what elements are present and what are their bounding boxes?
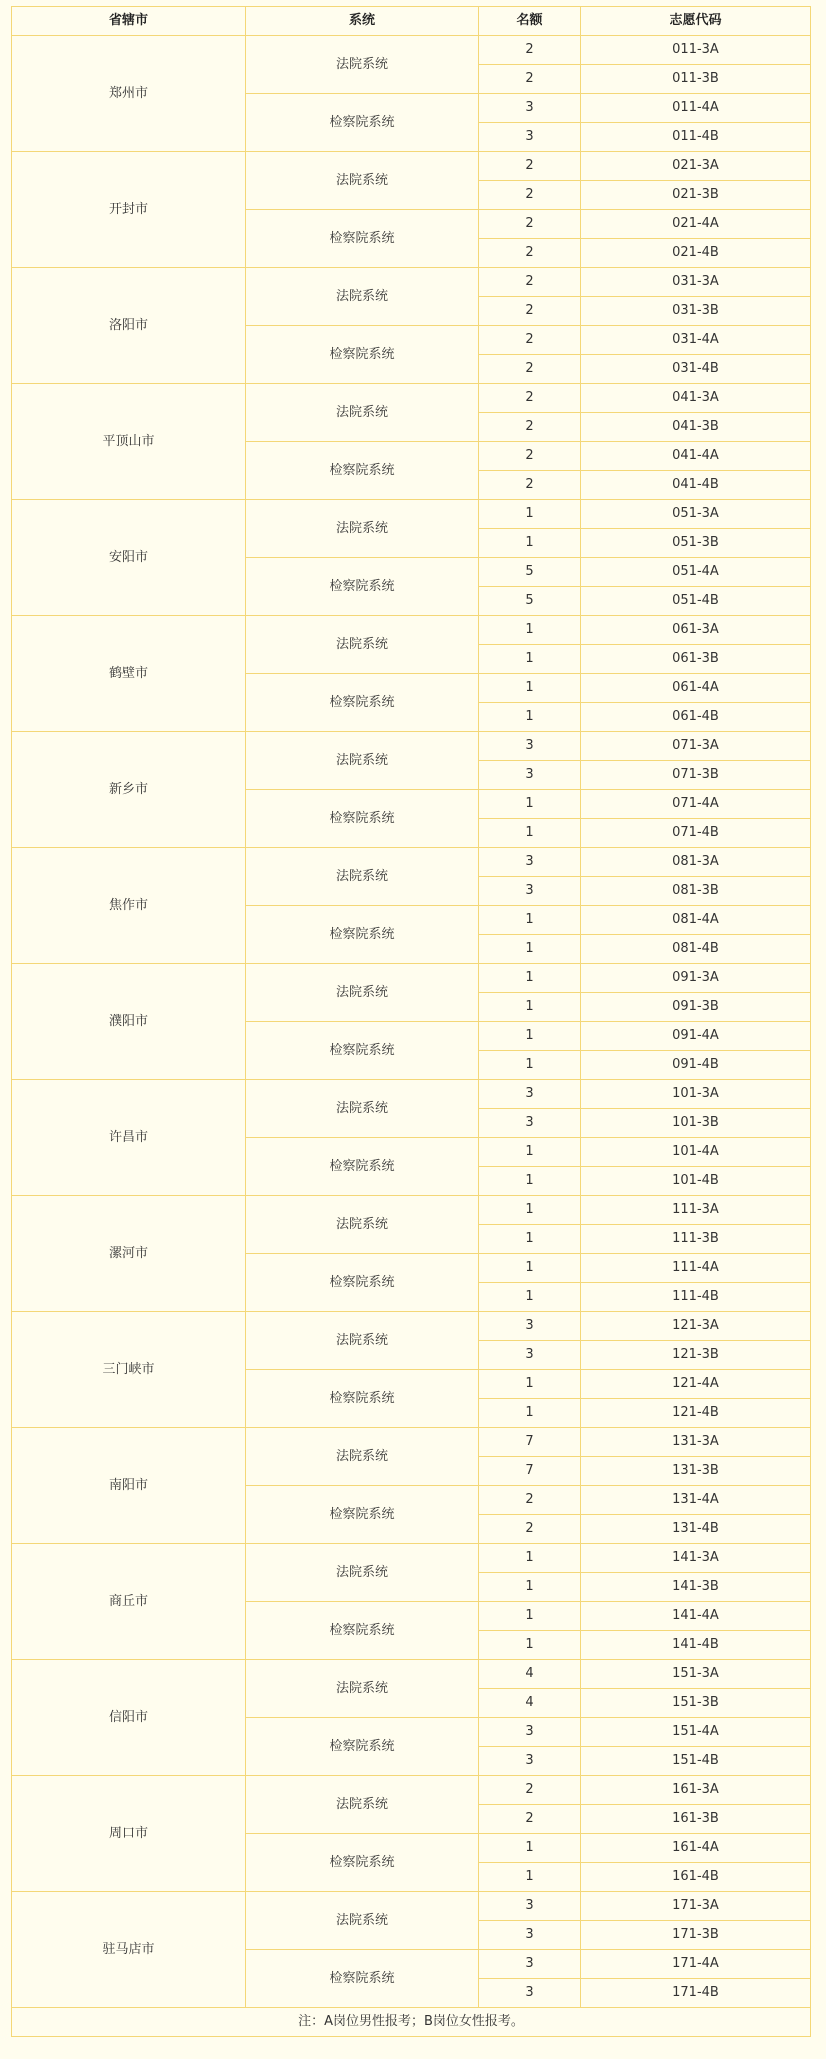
code-cell: 161-4A: [581, 1834, 811, 1863]
header-quota: 名额: [479, 7, 581, 36]
quota-cell: 3: [479, 761, 581, 790]
quota-cell: 2: [479, 384, 581, 413]
court-system-cell: 法院系统: [246, 1660, 479, 1718]
quota-cell: 7: [479, 1457, 581, 1486]
table-row: [12, 268, 811, 297]
code-cell: 141-4B: [581, 1631, 811, 1660]
code-cell: 031-3B: [581, 297, 811, 326]
code-cell: 021-4A: [581, 210, 811, 239]
procuratorate-system-cell: 检察院系统: [246, 94, 479, 152]
court-system-cell: 法院系统: [246, 500, 479, 558]
court-system-cell: 法院系统: [246, 1428, 479, 1486]
quota-cell: 1: [479, 1834, 581, 1863]
table-row: [12, 1776, 811, 1805]
code-cell: 131-4B: [581, 1515, 811, 1544]
court-system-cell: 法院系统: [246, 1892, 479, 1950]
court-system-cell: 法院系统: [246, 616, 479, 674]
code-cell: 081-4B: [581, 935, 811, 964]
quota-cell: 3: [479, 1892, 581, 1921]
code-cell: 121-4A: [581, 1370, 811, 1399]
quota-cell: 1: [479, 703, 581, 732]
court-system-cell: 法院系统: [246, 268, 479, 326]
table-row: [12, 1428, 811, 1457]
quota-cell: 4: [479, 1689, 581, 1718]
procuratorate-system-cell: 检察院系统: [246, 1138, 479, 1196]
code-cell: 051-4B: [581, 587, 811, 616]
code-cell: 091-3A: [581, 964, 811, 993]
code-cell: 111-4A: [581, 1254, 811, 1283]
code-cell: 141-3A: [581, 1544, 811, 1573]
note-text: 注：A岗位男性报考；B岗位女性报考。: [12, 2008, 811, 2037]
quota-cell: 1: [479, 964, 581, 993]
table-row: [12, 848, 811, 877]
quota-cell: 2: [479, 1486, 581, 1515]
quota-cell: 1: [479, 1283, 581, 1312]
quota-cell: 3: [479, 1979, 581, 2008]
city-cell: 三门峡市: [12, 1312, 246, 1428]
quota-cell: 2: [479, 36, 581, 65]
code-cell: 131-3A: [581, 1428, 811, 1457]
quota-cell: 1: [479, 1225, 581, 1254]
table-row: [12, 732, 811, 761]
court-system-cell: 法院系统: [246, 732, 479, 790]
quota-cell: 1: [479, 993, 581, 1022]
quota-cell: 2: [479, 1776, 581, 1805]
code-cell: 071-3A: [581, 732, 811, 761]
quota-cell: 3: [479, 1950, 581, 1979]
city-cell: 开封市: [12, 152, 246, 268]
quota-cell: 1: [479, 819, 581, 848]
quota-cell: 1: [479, 1370, 581, 1399]
code-cell: 051-3A: [581, 500, 811, 529]
quota-cell: 2: [479, 355, 581, 384]
table-row: [12, 964, 811, 993]
quota-cell: 1: [479, 529, 581, 558]
quota-cell: 2: [479, 65, 581, 94]
procuratorate-system-cell: 检察院系统: [246, 1718, 479, 1776]
table-body: [12, 36, 811, 2008]
quota-cell: 2: [479, 1515, 581, 1544]
code-cell: 041-3A: [581, 384, 811, 413]
code-cell: 081-4A: [581, 906, 811, 935]
code-cell: 151-4A: [581, 1718, 811, 1747]
code-cell: 061-3B: [581, 645, 811, 674]
city-cell: 许昌市: [12, 1080, 246, 1196]
table-row: [12, 1196, 811, 1225]
code-cell: 111-4B: [581, 1283, 811, 1312]
procuratorate-system-cell: 检察院系统: [246, 1486, 479, 1544]
city-cell: 濮阳市: [12, 964, 246, 1080]
quota-cell: 3: [479, 1341, 581, 1370]
city-cell: 平顶山市: [12, 384, 246, 500]
quota-cell: 3: [479, 1718, 581, 1747]
city-cell: 郑州市: [12, 36, 246, 152]
code-cell: 041-4A: [581, 442, 811, 471]
header-system: 系统: [246, 7, 479, 36]
table-row: [12, 1892, 811, 1921]
code-cell: 161-3A: [581, 1776, 811, 1805]
code-cell: 161-4B: [581, 1863, 811, 1892]
quota-cell: 2: [479, 297, 581, 326]
procuratorate-system-cell: 检察院系统: [246, 210, 479, 268]
code-cell: 151-4B: [581, 1747, 811, 1776]
quota-cell: 1: [479, 1051, 581, 1080]
code-cell: 031-4A: [581, 326, 811, 355]
court-system-cell: 法院系统: [246, 1080, 479, 1138]
quota-cell: 2: [479, 413, 581, 442]
quota-cell: 1: [479, 790, 581, 819]
note-row: [12, 2008, 811, 2037]
quota-cell: 3: [479, 848, 581, 877]
quota-cell: 1: [479, 935, 581, 964]
quota-cell: 1: [479, 1254, 581, 1283]
quota-cell: 2: [479, 326, 581, 355]
code-cell: 101-3B: [581, 1109, 811, 1138]
table-row: [12, 152, 811, 181]
table-row: [12, 616, 811, 645]
code-cell: 101-4A: [581, 1138, 811, 1167]
procuratorate-system-cell: 检察院系统: [246, 1022, 479, 1080]
quota-cell: 1: [479, 500, 581, 529]
court-system-cell: 法院系统: [246, 1544, 479, 1602]
code-cell: 031-3A: [581, 268, 811, 297]
quota-cell: 3: [479, 1312, 581, 1341]
procuratorate-system-cell: 检察院系统: [246, 1834, 479, 1892]
quota-cell: 1: [479, 1573, 581, 1602]
code-cell: 091-4A: [581, 1022, 811, 1051]
quota-cell: 2: [479, 1805, 581, 1834]
procuratorate-system-cell: 检察院系统: [246, 674, 479, 732]
code-cell: 161-3B: [581, 1805, 811, 1834]
procuratorate-system-cell: 检察院系统: [246, 790, 479, 848]
code-cell: 061-3A: [581, 616, 811, 645]
code-cell: 141-4A: [581, 1602, 811, 1631]
table-row: [12, 500, 811, 529]
procuratorate-system-cell: 检察院系统: [246, 558, 479, 616]
quota-cell: 4: [479, 1660, 581, 1689]
code-cell: 021-3B: [581, 181, 811, 210]
procuratorate-system-cell: 检察院系统: [246, 1370, 479, 1428]
quota-table: [11, 6, 811, 2037]
quota-cell: 7: [479, 1428, 581, 1457]
procuratorate-system-cell: 检察院系统: [246, 1254, 479, 1312]
quota-cell: 3: [479, 1080, 581, 1109]
quota-cell: 3: [479, 877, 581, 906]
quota-cell: 5: [479, 587, 581, 616]
code-cell: 021-3A: [581, 152, 811, 181]
quota-cell: 3: [479, 94, 581, 123]
quota-cell: 1: [479, 1544, 581, 1573]
table-row: [12, 384, 811, 413]
court-system-cell: 法院系统: [246, 1312, 479, 1370]
code-cell: 151-3B: [581, 1689, 811, 1718]
quota-cell: 1: [479, 906, 581, 935]
quota-cell: 1: [479, 616, 581, 645]
code-cell: 171-4A: [581, 1950, 811, 1979]
code-cell: 171-3B: [581, 1921, 811, 1950]
quota-cell: 3: [479, 732, 581, 761]
quota-cell: 3: [479, 1747, 581, 1776]
code-cell: 121-3B: [581, 1341, 811, 1370]
code-cell: 041-4B: [581, 471, 811, 500]
procuratorate-system-cell: 检察院系统: [246, 1950, 479, 2008]
quota-cell: 3: [479, 1109, 581, 1138]
quota-cell: 3: [479, 123, 581, 152]
code-cell: 121-3A: [581, 1312, 811, 1341]
city-cell: 漯河市: [12, 1196, 246, 1312]
table-row: [12, 1312, 811, 1341]
code-cell: 091-3B: [581, 993, 811, 1022]
city-cell: 安阳市: [12, 500, 246, 616]
code-cell: 061-4B: [581, 703, 811, 732]
code-cell: 071-4A: [581, 790, 811, 819]
code-cell: 051-4A: [581, 558, 811, 587]
table-row: [12, 1544, 811, 1573]
code-cell: 091-4B: [581, 1051, 811, 1080]
code-cell: 111-3B: [581, 1225, 811, 1254]
quota-cell: 3: [479, 1921, 581, 1950]
header-row: [12, 7, 811, 36]
code-cell: 081-3A: [581, 848, 811, 877]
code-cell: 011-4A: [581, 94, 811, 123]
code-cell: 171-3A: [581, 1892, 811, 1921]
quota-cell: 2: [479, 471, 581, 500]
court-system-cell: 法院系统: [246, 1196, 479, 1254]
code-cell: 101-3A: [581, 1080, 811, 1109]
procuratorate-system-cell: 检察院系统: [246, 906, 479, 964]
code-cell: 061-4A: [581, 674, 811, 703]
quota-cell: 1: [479, 1022, 581, 1051]
code-cell: 101-4B: [581, 1167, 811, 1196]
quota-cell: 1: [479, 1196, 581, 1225]
header-code: 志愿代码: [581, 7, 811, 36]
quota-cell: 2: [479, 152, 581, 181]
code-cell: 081-3B: [581, 877, 811, 906]
city-cell: 新乡市: [12, 732, 246, 848]
city-cell: 焦作市: [12, 848, 246, 964]
quota-cell: 1: [479, 1167, 581, 1196]
table-row: [12, 36, 811, 65]
code-cell: 151-3A: [581, 1660, 811, 1689]
quota-cell: 2: [479, 210, 581, 239]
city-cell: 周口市: [12, 1776, 246, 1892]
table-row: [12, 1080, 811, 1109]
code-cell: 011-4B: [581, 123, 811, 152]
court-system-cell: 法院系统: [246, 36, 479, 94]
city-cell: 南阳市: [12, 1428, 246, 1544]
quota-cell: 2: [479, 268, 581, 297]
city-cell: 信阳市: [12, 1660, 246, 1776]
code-cell: 071-3B: [581, 761, 811, 790]
code-cell: 111-3A: [581, 1196, 811, 1225]
code-cell: 011-3B: [581, 65, 811, 94]
court-system-cell: 法院系统: [246, 1776, 479, 1834]
court-system-cell: 法院系统: [246, 152, 479, 210]
quota-cell: 1: [479, 1602, 581, 1631]
quota-cell: 1: [479, 1138, 581, 1167]
court-system-cell: 法院系统: [246, 848, 479, 906]
quota-cell: 1: [479, 1631, 581, 1660]
code-cell: 041-3B: [581, 413, 811, 442]
city-cell: 鹤壁市: [12, 616, 246, 732]
court-system-cell: 法院系统: [246, 964, 479, 1022]
procuratorate-system-cell: 检察院系统: [246, 1602, 479, 1660]
quota-cell: 2: [479, 442, 581, 471]
code-cell: 011-3A: [581, 36, 811, 65]
city-cell: 洛阳市: [12, 268, 246, 384]
code-cell: 121-4B: [581, 1399, 811, 1428]
court-system-cell: 法院系统: [246, 384, 479, 442]
procuratorate-system-cell: 检察院系统: [246, 326, 479, 384]
table-row: [12, 1660, 811, 1689]
city-cell: 驻马店市: [12, 1892, 246, 2008]
code-cell: 071-4B: [581, 819, 811, 848]
procuratorate-system-cell: 检察院系统: [246, 442, 479, 500]
code-cell: 021-4B: [581, 239, 811, 268]
quota-cell: 1: [479, 1863, 581, 1892]
city-cell: 商丘市: [12, 1544, 246, 1660]
quota-cell: 2: [479, 239, 581, 268]
quota-cell: 1: [479, 645, 581, 674]
quota-cell: 1: [479, 1399, 581, 1428]
code-cell: 141-3B: [581, 1573, 811, 1602]
quota-cell: 1: [479, 674, 581, 703]
quota-cell: 5: [479, 558, 581, 587]
code-cell: 031-4B: [581, 355, 811, 384]
code-cell: 131-3B: [581, 1457, 811, 1486]
code-cell: 051-3B: [581, 529, 811, 558]
code-cell: 131-4A: [581, 1486, 811, 1515]
header-city: 省辖市: [12, 7, 246, 36]
quota-cell: 2: [479, 181, 581, 210]
code-cell: 171-4B: [581, 1979, 811, 2008]
